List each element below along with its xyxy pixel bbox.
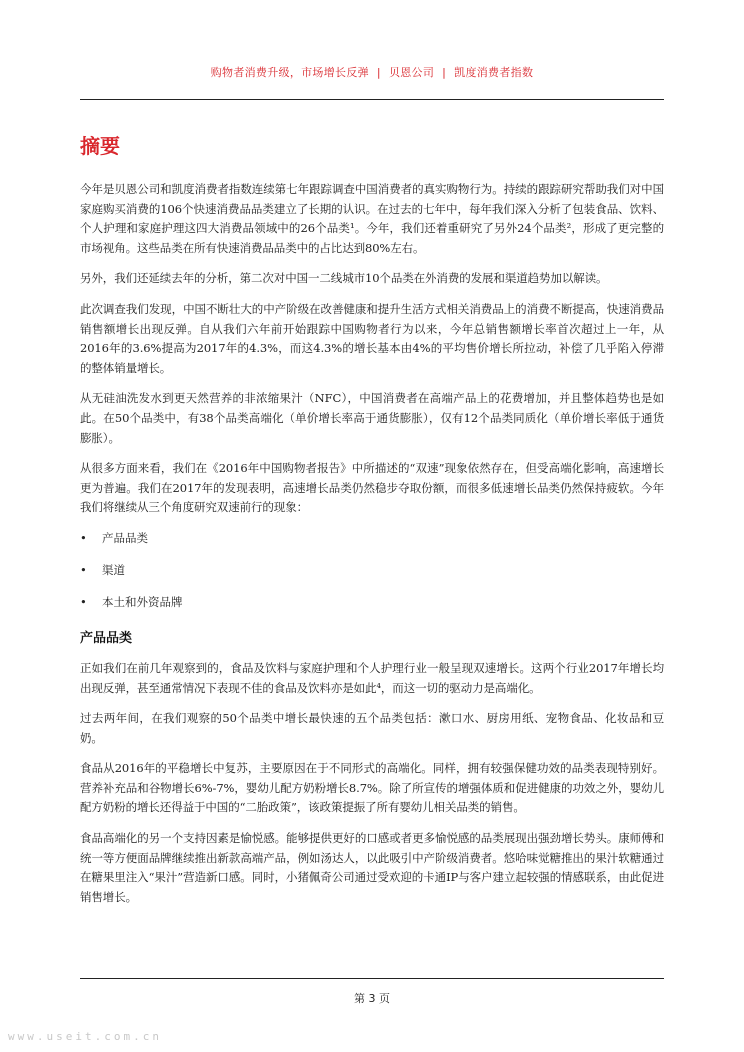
list-item [80,593,664,625]
paragraph-two-speed: 从很多方面来看，我们在《2016年中国购物者报告》中所描述的“双速”现象依然存在，但受高端化影响，高速增长更为普遍。我们在2017年的发现表明，高速增长品类仍然稳步夺取份额，而很多低速增长品类仍然保持疲软。今年我们将继续从三个角度研究双速前行的现象： [80,461,664,515]
header-publisher-kantar: 凯度消费者指数 [454,66,534,79]
header-publisher-bain: 贝恩公司 [388,66,435,79]
bullet-label: 产品品类 [102,530,148,545]
paragraph-premiumization: 从无硅油洗发水到更天然营养的非浓缩果汁（NFC），中国消费者在高端产品上的花费增加，并且整体趋势也是如此。在50个品类中，有38个品类高端化（单价增长率高于通货膨胀），仅有12个品类同质化（单价增长率低于通货膨胀）。 [80,391,664,445]
list-item [80,529,664,561]
page-number: 第 3 页 [354,992,390,1005]
watermark: www.useit.com.cn [8,1030,162,1043]
paragraph-two-speed-industries: 正如我们在前几年观察到的，食品及饮料与家庭护理和个人护理行业一般呈现双速增长。这两个行业2017年增长均出现反弹，甚至通常情况下表现不佳的食品及饮料亦是如此⁴，而这一切的驱动力是高端化。 [80,660,664,695]
bullet-label: 渠道 [102,562,125,577]
bullet-icon: • [80,562,87,577]
bullet-icon: • [80,594,87,609]
paragraph-growth: 此次调查我们发现，中国不断壮大的中产阶级在改善健康和提升生活方式相关消费品上的消费不断提高，快速消费品销售额增长出现反弹。自从我们六年前开始跟踪中国购物者行为以来，今年总销售额增长率首次超过上一年，从2016年的3.6%提高为2017年的4.3%，而这4.3%的增长基本由4%的平均售价增长所拉动，补偿了几乎陷入停滞的整体销量增长。 [80,301,664,375]
header-report-title: 购物者消费升级，市场增长反弹 [210,66,369,79]
section-heading: 产品品类 [80,630,133,646]
header-divider [80,99,664,100]
paragraph-fastest-categories: 过去两年间，在我们观察的50个品类中增长最快速的五个品类包括：漱口水、厨房用纸、宠物食品、化妆品和豆奶。 [80,711,664,745]
header-separator: | [442,66,447,79]
paragraph-intro: 今年是贝恩公司和凯度消费者指数连续第七年跟踪调查中国消费者的真实购物行为。持续的跟踪研究帮助我们对中国家庭购买消费的106个快速消费品品类建立了长期的认识。在过去的七年中，每年我们深入分析了包装食品、饮料、个人护理和家庭护理这四大消费品领域中的26个品类¹。今年，我们还着重研究了另外24个品类²，形成了更完整的市场视角。这些品类在所有快速消费品品类中的占比达到80%左右。 [80,182,664,255]
paragraph-indulgence: 食品高端化的另一个支持因素是愉悦感。能够提供更好的口感或者更多愉悦感的品类展现出强劲增长势头。康师傅和统一等方便面品牌继续推出新款高端产品，例如汤达人，以此吸引中产阶级消费者。悠哈味觉糖推出的果汁软糖通过在糖果里注入“果汁”营造新口感。同时，小猪佩奇公司通过受欢迎的卡通IP与客户建立起较强的情感联系，由此促进销售增长。 [80,831,664,904]
page-title: 摘要 [80,134,120,158]
bullet-icon: • [80,530,87,545]
paragraph-food-recovery: 食品从2016年的平稳增长中复苏，主要原因在于不同形式的高端化。同样，拥有较强保健功效的品类表现特别好。营养补充品和谷物增长6%-7%，婴幼儿配方奶粉增长8.7%。除了所宣传的增强体质和促进健康的功效之外，婴幼儿配方奶粉的增长还得益于中国的“二胎政策”，该政策提振了所有婴幼儿相关品类的销售。 [80,761,664,815]
bullet-list [80,529,664,625]
body-content [80,180,664,918]
running-header [80,64,664,80]
header-separator: | [376,66,381,79]
paragraph-out-of-home: 另外，我们还延续去年的分析，第二次对中国一二线城市10个品类在外消费的发展和渠道趋势加以解读。 [80,271,608,286]
bullet-label: 本土和外资品牌 [102,594,183,609]
footer-divider [80,978,664,979]
list-item [80,561,664,593]
